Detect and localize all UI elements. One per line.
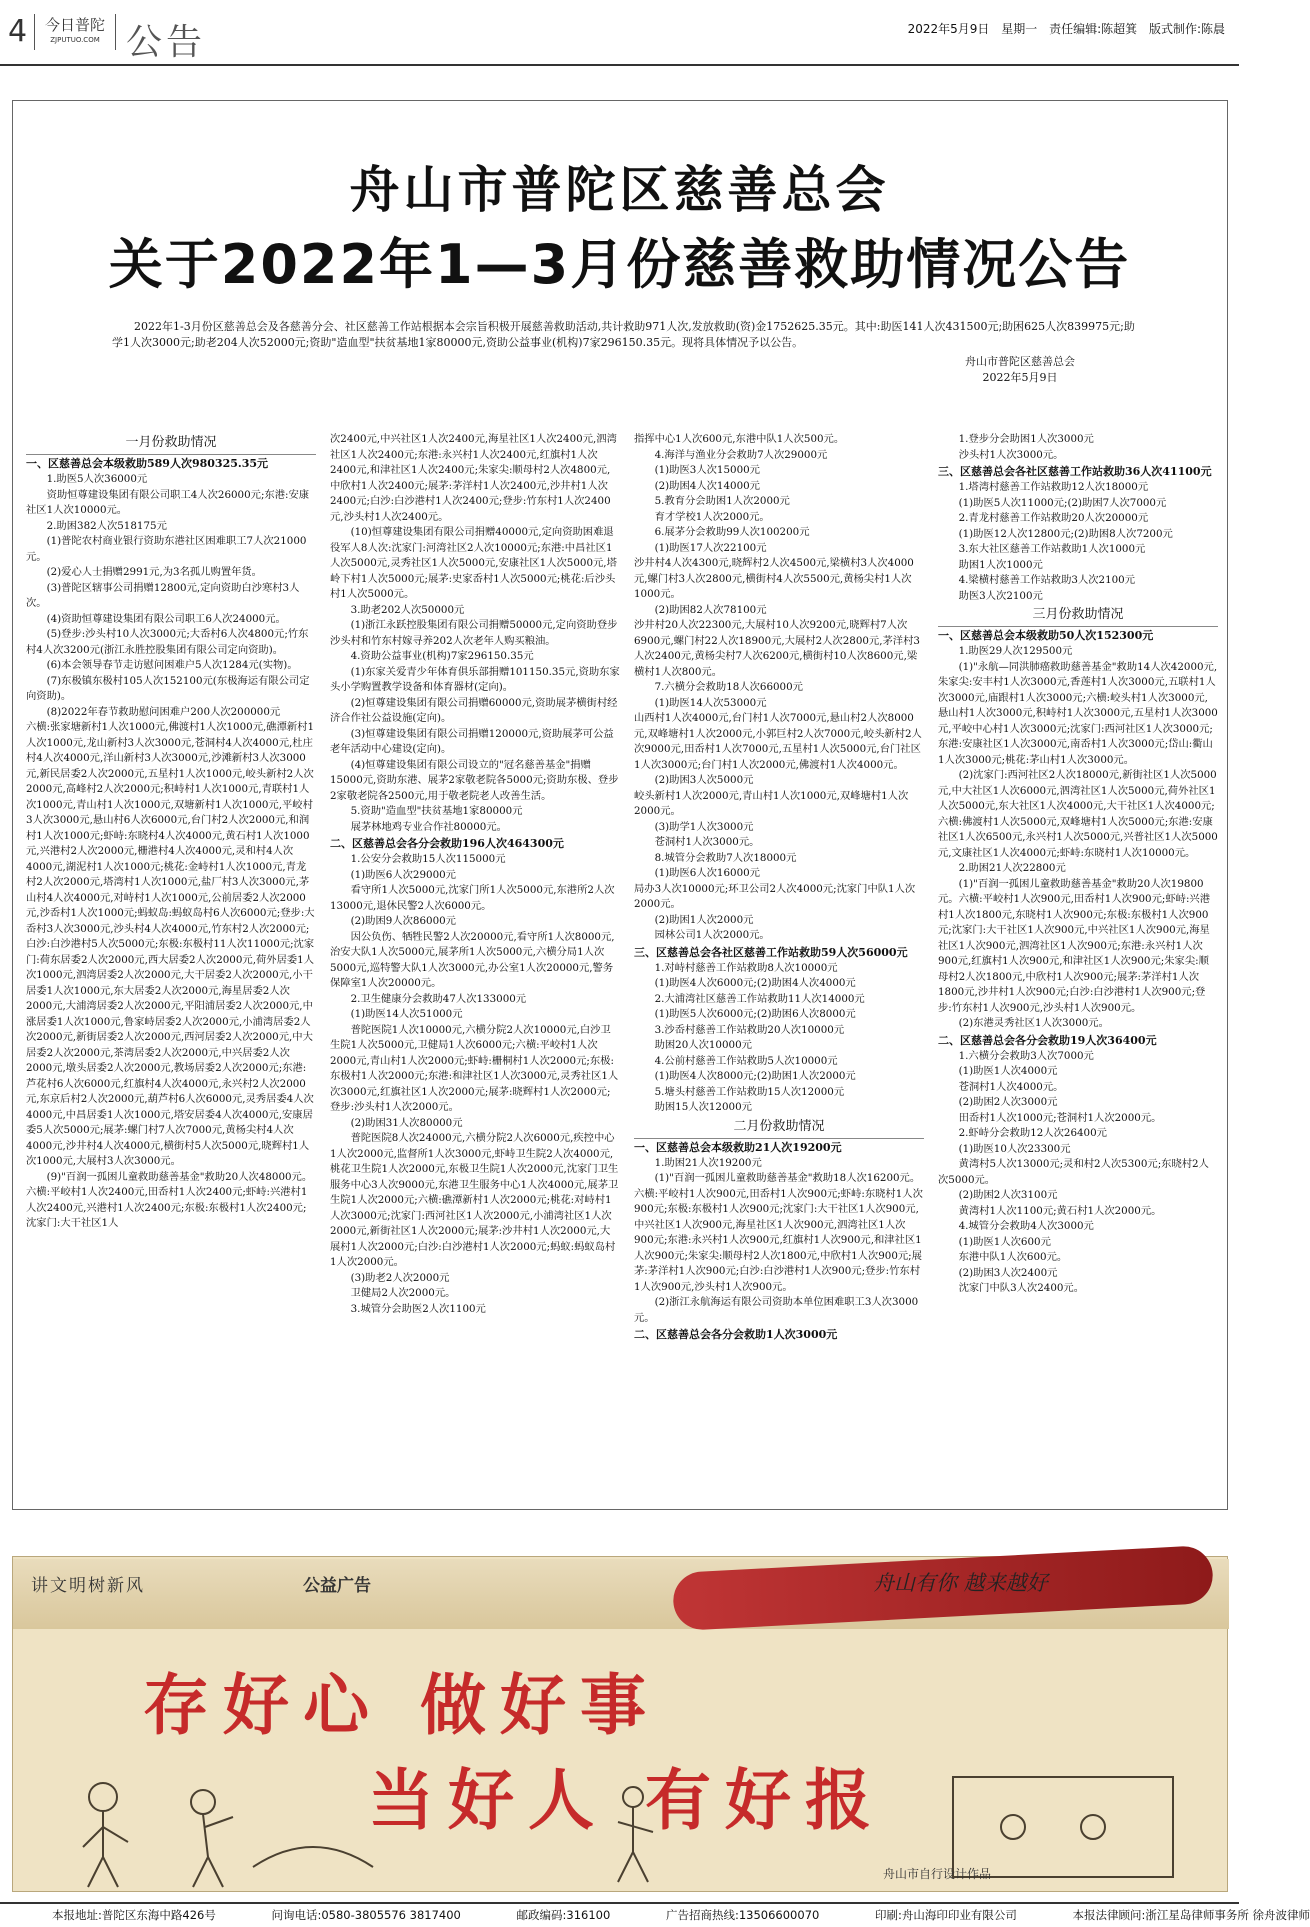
body-paragraph: 次2400元,中兴社区1人次2400元,海星社区1人次2400元,泗湾社区1人次2400元;东港:永兴村1人次2400元,红旗村1人次2400元,和津社区1人次2400元;朱家尖:顺母村2人次4800元,中欣村1人次2400元;展茅:茅洋村1人次2400元,沙井村1人次2400元;白沙:白沙港村1人次2400元;登步:竹东村1人次2400元,沙头村1人次2400元。 [330, 433, 617, 523]
public-service-ad [12, 1556, 1228, 1892]
newspaper-logo [34, 14, 116, 50]
body-paragraph: 助困1人次1000元 [958, 558, 1043, 571]
body-paragraph: (1)浙江永跃控股集团有限公司捐赠50000元,定向资助登步沙头村和竹东村嫁寻养202人次老年人购买粮油。 [330, 619, 618, 647]
body-paragraph: 六横:张家塘新村1人次1000元,佛渡村1人次1000元,礁潭新村1人次1000元,龙山新村3人次3000元,苍洞村4人次4000元,杜庄村4人次4000元,洋山新村3人次3000元,沙滩新村3人次3000元,新民居委2人次2000元,五星村1人次1000元,峧头新村2人次2000元,高峰村2人次2000元;积峙村1人次1000元,青联村1人次1000元,青山村1人次1000元,双塘新村1人次1000元,平峧村3人次3000元,悬山村6人次6000元,台门村2人次2000元,和润村1人次1000元;虾峙:东晓村4人次4000元,黄石村1人次1000元,兴港村2人次2000元,栅港村4人次4000元,灵和村4人次4000元,湖泥村1人次1000元;桃花:金峙村1人次1000元,青龙村2人次2000元,塔湾村1人次1000元,盐厂村3人次3000元,茅山村4人次4000元,对峙村1人次1000元,公前居委2人次2000元,沙岙村1人次1000元;蚂蚁岛:蚂蚁岛村6人次6000元;登步:大岙村3人次3000元,沙头村4人次4000元,竹东村2人次2000元;白沙:白沙港村5人次5000元;东极:东极村11人次11000元;沈家门:荷东居委2人次2000元,西大居委2人次2000元,荷外居委1人次1000元,泗湾居委2人次2000元,大干居委2人次2000元,小干居委1人次1000元,东大居委2人次2000元,海星居委2人次2000元,大浦湾居委2人次2000元,平阳浦居委2人次2000元,中涨居委1人次1000元,鲁家峙居委2人次2000元,小浦湾居委2人次2000元,新街居委2人次2000元,西河居委2人次2000元,中大居委2人次2000元,茶湾居委2人次2000元,中兴居委2人次2000元,墩头居委2人次2000元,教场居委2人次2000元;东港:芦花村6人次6000元,红旗村4人次4000元,永兴村2人次2000元,东京后村2人次2000元,葫芦村6人次6000元,灵秀居委4人次4000元,中昌居委1人次1000元,塔安居委4人次4000元,安康居委5人次5000元;展茅:螺门村7人次7000元,黄杨尖村4人次4000元,沙井村4人次4000元,横街村5人次5000元,晓辉村1人次1000元,大展村3人次3000元。 [26, 721, 315, 1167]
page-footer [0, 1902, 1310, 1926]
month-heading: 一月份救助情况 [26, 432, 316, 455]
body-paragraph: 1.助医29人次129500元 [958, 645, 1073, 657]
body-paragraph: 山西村1人次4000元,台门村1人次7000元,悬山村2人次8000元,双峰塘村1人次2000元,小郭巨村2人次7000元,峧头新村2人次9000元,田岙村1人次7000元,五星村1人次5000元,台门社区1人次3000元;台门村1人次2000元,佛渡村1人次4000元。 [634, 712, 922, 771]
body-paragraph: 1.塔湾村慈善工作站救助12人次18000元 [958, 481, 1149, 493]
ad-slogan-right: 舟山有你 越来越好 [873, 1571, 1048, 1595]
body-paragraph: 7.六横分会救助18人次66000元 [654, 681, 803, 693]
section-title: 公告 [126, 22, 207, 63]
body-paragraph: (2)浙江永航海运有限公司资助本单位困难职工3人次3000元。 [634, 1296, 919, 1324]
logo-text: 今日普陀 [44, 16, 105, 34]
ad-sketch-illustration [13, 1757, 1229, 1893]
body-paragraph: (9)"百润一孤困儿童救助慈善基金"救助20人次48000元。 [46, 1170, 313, 1183]
footer-phone: 问询电话:0580-3805576 3817400 [271, 1908, 461, 1922]
announcement-title-line2: 关于2022年1—3月份慈善救助情况公告 [108, 233, 1131, 296]
body-paragraph: 1.登步分会助困1人次3000元 [958, 433, 1094, 445]
body-paragraph: (1)助医10人次23300元 [958, 1142, 1071, 1155]
body-paragraph: 5.塘头村慈善工作站救助15人次12000元 [654, 1085, 845, 1098]
ad-tag: 公益广告 [303, 1576, 371, 1596]
body-paragraph: 普陀医院1人次10000元,六横分院2人次10000元,白沙卫生院1人次5000元,卫健局1人次6000元;六横:平峧村1人次2000元,青山村1人次2000元;虾峙:栅桐村1人次2000元;东极:东极村1人次2000元;东港:和津社区1人次3000元,灵秀社区1人次3000元,红旗社区1人次2000元;展茅:晓辉村1人次2000元;登步:沙头村1人次2000元。 [330, 1023, 619, 1113]
body-paragraph: 4.城管分会救助4人次3000元 [958, 1220, 1094, 1232]
article-column-3 [634, 432, 924, 1492]
body-paragraph: 3.东大社区慈善工作站救助1人次1000元 [958, 543, 1146, 555]
body-paragraph: (6)本会领导春节走访慰问困难户5人次1284元(实物)。 [46, 659, 298, 671]
section-heading: 三、区慈善总会各社区慈善工作站救助36人次41100元 [938, 465, 1212, 478]
body-paragraph: (3)助老2人次2000元 [350, 1271, 450, 1284]
section-heading: 一、区慈善总会本级救助21人次19200元 [634, 1140, 842, 1154]
body-paragraph: 2.卫生健康分会救助47人次133000元 [350, 992, 527, 1005]
layout-credit: 版式制作:陈晨 [1148, 22, 1225, 36]
body-paragraph: 资助恒尊建设集团有限公司职工4人次26000元;东港:安康社区1人次10000元。 [26, 488, 310, 516]
body-paragraph: 田岙村1人次1000元;苍洞村1人次2000元。 [958, 1111, 1162, 1124]
body-paragraph: (5)登步:沙头村10人次3000元;大岙村6人次4800元;竹东村4人次3200元(浙江永胜控股集团有限公司定向资助)。 [26, 628, 309, 656]
page-header [0, 0, 1239, 66]
body-paragraph: 3.城管分会助医2人次1100元 [350, 1302, 486, 1315]
body-paragraph: 5.教育分会助困1人次2000元 [654, 495, 790, 507]
body-paragraph: 5.资助"造血型"扶贫基地1家80000元 [350, 805, 523, 817]
body-paragraph: (1)助医4人次8000元;(2)助困1人次2000元 [654, 1070, 856, 1082]
month-heading: 二月份救助情况 [634, 1116, 924, 1139]
body-paragraph: (1)助医17人次22100元 [654, 541, 767, 554]
body-paragraph: (2)助困1人次2000元 [654, 913, 754, 926]
body-paragraph: 苍洞村1人次4000元。 [958, 1080, 1064, 1093]
footer-zip: 邮政编码:316100 [516, 1908, 611, 1922]
section-heading: 一、区慈善总会本级救助50人次152300元 [938, 629, 1154, 642]
body-paragraph: 3.助老202人次50000元 [350, 603, 465, 616]
section-heading: 一、区慈善总会本级救助589人次980325.35元 [26, 457, 269, 470]
body-paragraph: (1)助医1人次4000元 [958, 1065, 1058, 1077]
body-paragraph: (1)"永航—同洪肺癌救助慈善基金"救助14人次42000元,朱家尖:安丰村1人次3000元,香莲村1人次3000元,五联村1人次3000元,庙跟村1人次3000元;六横:峧头村1人次3000元,悬山村1人次3000元,积峙村1人次3000元,五星村1人次3000元,平峧中心村1人次3000元;沈家门:西河社区1人次3000元;东港:安康社区1人次3000元,南岙村1人次3000元;岱山:衢山1人次3000元;桃花:茅山村1人次3000元。 [938, 660, 1218, 766]
signer-date: 2022年5月9日 [982, 371, 1058, 384]
body-paragraph: (1)助医6人次16000元 [654, 867, 760, 879]
body-paragraph: (2)助困9人次86000元 [350, 915, 456, 927]
body-paragraph: (2)助困3人次2400元 [958, 1266, 1058, 1279]
body-paragraph: (1)"百润一孤困儿童救助慈善基金"救助20人次19800元。六横:平峧村1人次900元,田岙村1人次900元;虾峙:兴港村1人次1800元,东晓村1人次900元;东极:东极村1人次900元;沈家门:大干社区1人次900元,中兴社区1人次900元,海星社区1人次900元,泗湾社区1人次900元;东港:永兴村1人次900元,红旗村1人次900元,和津社区1人次900元;朱家尖:顺母村2人次1800元,中欣村1人次900元;展茅:茅洋村1人次1800元,沙井村1人次900元;白沙:白沙港村1人次900元;登步:竹东村1人次900元,沙头村1人次900元。 [938, 877, 1211, 1014]
body-paragraph: 峧头新村1人次2000元,青山村1人次1000元,双峰塘村1人次2000元。 [634, 789, 909, 817]
body-paragraph: 局办3人次10000元;环卫公司2人次4000元;沈家门中队1人次2000元。 [634, 882, 916, 910]
month-heading: 三月份救助情况 [938, 604, 1218, 627]
body-paragraph: 2.助困21人次22800元 [958, 862, 1066, 874]
section-heading: 二、区慈善总会各分会救助196人次464300元 [330, 837, 564, 850]
body-paragraph: (2)助困3人次5000元 [654, 774, 754, 786]
body-paragraph: (8)2022年春节救助慰问困难户200人次200000元 [46, 705, 281, 718]
body-paragraph: 因公负伤、牺牲民警2人次20000元,看守所1人次8000元,治安大队1人次5000元,展茅所1人次5000元,六横分局1人次5000元,巡特警大队1人次3000元,办公室1人次20000元,警务保障室1人次20000元。 [330, 930, 615, 989]
body-paragraph: 2.大浦湾社区慈善工作站救助11人次14000元 [654, 992, 865, 1005]
body-paragraph: 1.助医5人次36000元 [46, 473, 148, 485]
body-paragraph: (2)助困4人次14000元 [654, 479, 760, 492]
body-paragraph: 8.城管分会救助7人次18000元 [654, 851, 797, 864]
body-paragraph: 助困20人次10000元 [654, 1039, 752, 1051]
body-paragraph: 1.对峙村慈善工作站救助8人次10000元 [654, 961, 838, 974]
issue-date: 2022年5月9日 [907, 22, 990, 36]
body-paragraph: 黄湾村1人次1100元;黄石村1人次2000元。 [958, 1204, 1162, 1217]
ad-headline-2: 当好人 有好报 [368, 1761, 885, 1839]
body-paragraph: 4.资助公益事业(机构)7家296150.35元 [350, 650, 534, 662]
body-paragraph: (3)助学1人次3000元 [654, 820, 754, 833]
body-paragraph: (1)东家关爱青少年体育俱乐部捐赠101150.35元,资助东家头小学购置教学设备和体育器材(定向)。 [330, 665, 620, 693]
announcement-intro: 2022年1-3月份区慈善总会及各慈善分会、社区慈善工作站根据本会宗旨积极开展慈善救助活动,共计救助971人次,发放救助(资)金1752625.35元。其中:助医141人次431500元;助困625人次839975元;助学1人次3000元;助老204人次52000元;资助"造血型"扶贫基地1家80000元,资助公益事业(机构)7家296150.35元。现将具体情况予以公告。 [112, 320, 1135, 349]
body-paragraph: (1)助医14人次53000元 [654, 696, 767, 709]
body-paragraph: (1)"百润一孤困儿童救助慈善基金"救助18人次16200元。六横:平峧村1人次900元,田岙村1人次900元;虾峙:东晓村1人次900元;东极:东极村1人次900元;沈家门:大干社区1人次900元,中兴社区1人次900元,海星社区1人次900元,泗湾社区1人次900元;东港:永兴村1人次900元,红旗村1人次900元,和津社区1人次900元;朱家尖:顺母村2人次1800元,中欣村1人次900元;展茅:茅洋村1人次900元;白沙:白沙港村1人次900元;登步:竹东村1人次900元,沙头村1人次900元。 [634, 1172, 923, 1293]
body-paragraph: 2.青龙村慈善工作站救助20人次20000元 [958, 512, 1149, 524]
ad-credit: 舟山市自行设计作品 [883, 1867, 992, 1881]
page-number: 4 [8, 14, 28, 49]
article-column-1 [26, 432, 316, 1492]
body-paragraph: (7)东极镇东极村105人次152100元(东极海运有限公司定向资助)。 [26, 674, 310, 702]
body-paragraph: 4.海洋与渔业分会救助7人次29000元 [654, 448, 828, 461]
body-paragraph: (4)恒尊建设集团有限公司设立的"冠名慈善基金"捐赠15000元,资助东港、展茅2家敬老院各5000元;资助东极、登步2家敬老院各2500元,用于敬老院老人改善生活。 [330, 758, 619, 802]
body-paragraph: (1)助医6人次29000元 [350, 868, 456, 881]
body-paragraph: (2)爱心人士捐赠2991元,为3名孤儿购置年货。 [46, 566, 262, 578]
article-column-2 [330, 432, 620, 1492]
body-paragraph: 6.展茅分会救助99人次100200元 [654, 526, 810, 538]
body-paragraph: 园林公司1人次2000元。 [654, 929, 770, 941]
section-heading: 三、区慈善总会各社区慈善工作站救助59人次56000元 [634, 945, 908, 959]
body-paragraph: (1)助医5人次6000元;(2)助困6人次8000元 [654, 1008, 856, 1020]
body-paragraph: 沙井村4人次4300元,晓辉村2人次4500元,梁横村3人次4000元,螺门村3人次2800元,横街村4人次5500元,黄杨尖村1人次1000元。 [634, 557, 914, 600]
announcement-title-line1: 舟山市普陀区慈善总会 [349, 161, 890, 219]
body-paragraph: (1)助医14人次51000元 [350, 1008, 463, 1020]
body-paragraph: 2.助困382人次518175元 [46, 519, 167, 532]
body-paragraph: (3)普陀区辖事公司捐赠12800元,定向资助白沙寒村3人次。 [26, 581, 300, 609]
body-paragraph: 沙井村20人次22300元,大展村10人次9200元,晓辉村7人次6900元,螺门村22人次18900元,大展村2人次2800元,茅洋村3人次2400元,黄杨尖村7人次6200元,横街村10人次8600元,梁横村1人次800元。 [634, 619, 920, 678]
body-paragraph: 卫健局2人次2000元。 [350, 1287, 456, 1299]
body-paragraph: 助困15人次12000元 [654, 1101, 752, 1113]
issue-weekday: 星期一 [1001, 22, 1038, 36]
footer-printer: 印刷:舟山海印印业有限公司 [874, 1908, 1017, 1922]
body-paragraph: (10)恒尊建设集团有限公司捐赠40000元,定向资助困难退役军人8人次:沈家门:河湾社区2人次10000元;东港:中昌社区1人次5000元,灵秀社区1人次5000元,安康社区1人次5000元,塔岭下村1人次5000元;展茅:史家岙村1人次5000元;桃花:后沙头村1人次5000元。 [330, 526, 617, 600]
footer-lawyer: 本报法律顾问:浙江星岛律师事务所 徐舟波律师 [1072, 1908, 1310, 1922]
body-paragraph: (1)助医3人次15000元 [654, 464, 760, 476]
body-paragraph: (2)助困2人次3000元 [958, 1096, 1058, 1108]
body-paragraph: 4.公前村慈善工作站救助5人次10000元 [654, 1054, 838, 1067]
body-paragraph: 苍洞村1人次3000元。 [654, 836, 760, 848]
body-paragraph: (2)助困31人次80000元 [350, 1116, 463, 1129]
body-paragraph: 1.公安分会救助15人次115000元 [350, 853, 506, 865]
body-paragraph: 看守所1人次5000元,沈家门所1人次5000元,东港所2人次13000元,退休民警2人次6000元。 [330, 884, 615, 912]
logo-subtext: ZJPUTUO.COM [50, 36, 100, 44]
announcement-signer [900, 354, 1140, 386]
body-paragraph: (1)助医4人次6000元;(2)助困4人次4000元 [654, 977, 856, 989]
footer-address: 本报地址:普陀区东海中路426号 [52, 1908, 216, 1922]
ad-headline-1: 存好心 做好事 [143, 1666, 660, 1744]
body-paragraph: 4.梁横村慈善工作站救助3人次2100元 [958, 574, 1136, 586]
body-paragraph: 东港中队1人次600元。 [958, 1251, 1068, 1263]
footer-ad-phone: 广告招商热线:13506600070 [665, 1908, 820, 1922]
body-paragraph: (2)东港灵秀社区1人次3000元。 [958, 1017, 1109, 1029]
header-meta [900, 20, 1225, 37]
signer-org: 舟山市普陀区慈善总会 [965, 355, 1075, 368]
body-paragraph: 展茅林地鸡专业合作社80000元。 [350, 820, 507, 833]
body-paragraph: (4)资助恒尊建设集团有限公司职工6人次24000元。 [46, 612, 286, 625]
body-paragraph: 3.沙岙村慈善工作站救助20人次10000元 [654, 1023, 845, 1036]
body-paragraph: (1)普陀农村商业银行资助东港社区困难职工7人次21000元。 [26, 535, 307, 563]
body-paragraph: (3)恒尊建设集团有限公司捐赠120000元,资助展茅可公益老年活动中心建设(定向)。 [330, 727, 614, 755]
body-paragraph: (2)恒尊建设集团有限公司捐赠60000元,资助展茅横街村经济合作社公益设施(定向)。 [330, 696, 618, 724]
body-paragraph: (1)助医12人次12800元;(2)助困8人次7200元 [958, 527, 1173, 540]
body-paragraph: 指挥中心1人次600元,东港中队1人次500元。 [634, 433, 845, 445]
body-paragraph: 黄湾村5人次13000元;灵和村2人次5300元;东晓村2人次5000元。 [938, 1158, 1209, 1186]
section-heading: 二、区慈善总会各分会救助19人次36400元 [938, 1033, 1157, 1047]
body-paragraph: 沙头村1人次3000元。 [958, 448, 1064, 461]
body-paragraph: (1)助医1人次600元 [958, 1235, 1051, 1248]
body-paragraph: (2)沈家门:西河社区2人次18000元,新街社区1人次5000元,中大社区1人次6000元,泗湾社区1人次5000元,荷外社区1人次5000元,东大社区1人次4000元,大干社区1人次4000元;六横:佛渡村1人次5000元,双峰塘村1人次5000元;东港:安康社区1人次6500元,永兴村1人次5000元,兴普社区1人次5000元,文康社区1人次4000元;虾峙:东晓村1人次10000元。 [938, 769, 1218, 859]
body-paragraph: 育才学校1人次2000元。 [654, 510, 770, 523]
section-heading: 二、区慈善总会各分会救助1人次3000元 [634, 1328, 838, 1341]
body-paragraph: 1.六横分会救助3人次7000元 [958, 1049, 1094, 1062]
body-paragraph: 助医3人次2100元 [958, 589, 1043, 602]
body-paragraph: 普陀医院8人次24000元,六横分院2人次6000元,疾控中心1人次2000元,监督所1人次3000元,虾峙卫生院2人次4000元,桃花卫生院1人次2000元,东极卫生院1人次2000元,沈家门卫生服务中心3人次9000元,东港卫生服务中心1人次4000元,展茅卫生院1人次2000元;六横:礁潭新村1人次2000元;桃花:对峙村1人次3000元;沈家门:西河社区1人次2000元,小浦湾社区1人次2000元,新街社区1人次2000元;展茅:沙井村1人次2000元,大展村1人次2000元;白沙:白沙港村1人次2000元;蚂蚁:蚂蚁岛村1人次2000元。 [330, 1132, 619, 1268]
body-paragraph: 1.助困21人次19200元 [654, 1156, 762, 1169]
body-paragraph: (2)助困2人次3100元 [958, 1189, 1058, 1201]
ad-slogan-left: 讲文明树新风 [31, 1576, 145, 1596]
body-paragraph: 2.虾峙分会救助12人次26400元 [958, 1127, 1107, 1139]
body-paragraph: (1)助医5人次11000元;(2)助困7人次7000元 [958, 496, 1167, 509]
article-column-4 [938, 432, 1218, 1492]
body-paragraph: 六横:平峧村1人次2400元,田岙村1人次2400元;虾峙:兴港村1人次2400元,兴港村1人次2400元;东极:东极村1人次2400元;沈家门:大干社区1人 [26, 1186, 308, 1229]
body-paragraph: (2)助困82人次78100元 [654, 603, 767, 616]
editor-credit: 责任编辑:陈超箕 [1049, 22, 1138, 36]
body-paragraph: 沈家门中队3人次2400元。 [958, 1282, 1085, 1294]
